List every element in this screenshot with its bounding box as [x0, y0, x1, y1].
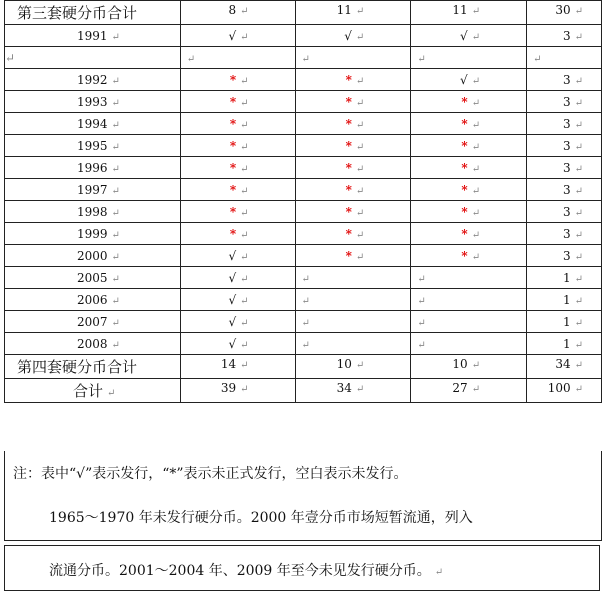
denom-3-cell: * ↵ — [411, 223, 527, 245]
year-cell: 1995 ↵ — [5, 135, 181, 157]
year-row — [5, 157, 602, 179]
not-issued-star: * — [345, 226, 352, 241]
denom-3-cell: * ↵ — [411, 113, 527, 135]
issued-check: √ — [228, 248, 237, 263]
not-issued-star: * — [461, 160, 468, 175]
not-issued-star: * — [229, 182, 237, 197]
issued-check: √ — [460, 72, 468, 87]
denom-1-cell: √ ↵ — [180, 311, 295, 333]
denom-2-cell: √ ↵ — [295, 25, 411, 47]
denom-1-cell: √ ↵ — [180, 25, 295, 47]
cell-value: 1 — [562, 292, 571, 307]
year-row — [5, 69, 602, 91]
count-cell: 3 ↵ — [527, 91, 602, 113]
issued-check: √ — [228, 336, 237, 351]
cell-value: 1 — [562, 270, 571, 285]
set3-total-row — [5, 1, 602, 25]
not-issued-star: * — [345, 72, 352, 87]
not-issued-star: * — [461, 204, 468, 219]
count-cell: 1 ↵ — [527, 311, 602, 333]
year-row — [5, 91, 602, 113]
grand-total-row-value: 39 ↵ — [180, 379, 295, 403]
year-cell: 2008 ↵ — [5, 333, 181, 355]
set3-total-2: 11 ↵ — [295, 1, 411, 25]
year-cell: 1993 ↵ — [5, 91, 181, 113]
not-issued-star: * — [229, 72, 237, 87]
count-cell: 3 ↵ — [527, 135, 602, 157]
set3-total-count: 30 ↵ — [527, 1, 602, 25]
year-row — [5, 201, 602, 223]
grand-total-row-value: 34 ↵ — [295, 379, 411, 403]
cell-value: 3 — [562, 248, 571, 263]
cell-value: 1 — [562, 336, 571, 351]
denom-3-cell: * ↵ — [411, 135, 527, 157]
year-cell: 2006 ↵ — [5, 289, 181, 311]
denom-2-cell: ↵ — [295, 333, 411, 355]
denom-1-cell: * ↵ — [180, 91, 295, 113]
issued-check: √ — [228, 28, 237, 43]
denom-1-cell: √ ↵ — [180, 333, 295, 355]
count-cell: 1 ↵ — [527, 333, 602, 355]
denom-3-cell: * ↵ — [411, 245, 527, 267]
denom-2-cell: * ↵ — [295, 223, 411, 245]
year-row — [5, 113, 602, 135]
not-issued-star: * — [461, 116, 468, 131]
count-cell: 3 ↵ — [527, 69, 602, 91]
not-issued-star: * — [345, 138, 352, 153]
denom-2-cell: ↵ — [295, 47, 411, 69]
denom-3-cell: √ ↵ — [411, 25, 527, 47]
year-cell: 1997 ↵ — [5, 179, 181, 201]
year-row — [5, 135, 602, 157]
year-row — [5, 223, 602, 245]
cell-value: 1 — [562, 314, 571, 329]
not-issued-star: * — [461, 182, 468, 197]
denom-2-cell: * ↵ — [295, 245, 411, 267]
not-issued-star: * — [345, 94, 352, 109]
issued-check: √ — [228, 314, 237, 329]
set4-total-row-value: 10 ↵ — [295, 355, 411, 379]
cell-value: 3 — [562, 138, 571, 153]
year-cell: 1996 ↵ — [5, 157, 181, 179]
set4-total-row-value: 10 ↵ — [411, 355, 527, 379]
set4-total-row-value: 14 ↵ — [180, 355, 295, 379]
notes-box-continued — [4, 545, 600, 591]
cell-value: 3 — [562, 28, 571, 43]
grand-total-row — [5, 379, 602, 403]
year-cell: 2007 ↵ — [5, 311, 181, 333]
count-cell: 3 ↵ — [527, 201, 602, 223]
year-cell: 2000 ↵ — [5, 245, 181, 267]
set3-label-cell — [5, 1, 181, 25]
cell-value: 3 — [562, 94, 571, 109]
denom-1-cell: * ↵ — [180, 201, 295, 223]
cell-value: 3 — [562, 182, 571, 197]
year-cell: 2005 ↵ — [5, 267, 181, 289]
cell-value: 3 — [562, 116, 571, 131]
issued-check: √ — [344, 28, 352, 43]
denom-1-cell: √ ↵ — [180, 289, 295, 311]
denom-1-cell: * ↵ — [180, 223, 295, 245]
denom-2-cell: * ↵ — [295, 69, 411, 91]
not-issued-star: * — [345, 204, 352, 219]
denom-2-cell: * ↵ — [295, 91, 411, 113]
not-issued-star: * — [229, 94, 237, 109]
denom-3-cell: ↵ — [411, 47, 527, 69]
cell-value: 3 — [562, 204, 571, 219]
denom-3-cell: ↵ — [411, 267, 527, 289]
not-issued-star: * — [345, 182, 352, 197]
count-cell: 1 ↵ — [527, 289, 602, 311]
grand-total-row-value: 100 ↵ — [527, 379, 602, 403]
cell-value: 3 — [562, 72, 571, 87]
not-issued-star: * — [461, 138, 468, 153]
year-row — [5, 311, 602, 333]
denom-2-cell: * ↵ — [295, 201, 411, 223]
set3-total-3: 11 ↵ — [411, 1, 527, 25]
denom-3-cell: √ ↵ — [411, 69, 527, 91]
count-cell: 3 ↵ — [527, 25, 602, 47]
not-issued-star: * — [345, 116, 352, 131]
set3-total-1: 8 ↵ — [180, 1, 295, 25]
year-row — [5, 179, 602, 201]
year-row — [5, 333, 602, 355]
denom-1-cell: * ↵ — [180, 157, 295, 179]
denom-1-cell: ↵ — [180, 47, 295, 69]
issued-check: √ — [228, 292, 237, 307]
count-cell: 3 ↵ — [527, 223, 602, 245]
not-issued-star: * — [461, 248, 468, 263]
count-cell: 1 ↵ — [527, 267, 602, 289]
year-row — [5, 25, 602, 47]
count-cell: 3 ↵ — [527, 157, 602, 179]
denom-2-cell: * ↵ — [295, 179, 411, 201]
count-cell: ↵ — [527, 47, 602, 69]
denom-3-cell: * ↵ — [411, 157, 527, 179]
note-line-1: 注：表中“√”表示发行，“*”表示未正式发行，空白表示未发行。 — [13, 466, 408, 482]
grand-total-row-value: 27 ↵ — [411, 379, 527, 403]
not-issued-star: * — [345, 248, 352, 263]
set4-label: 第四套硬分币合计 — [5, 355, 181, 379]
not-issued-star: * — [461, 226, 468, 241]
set3-label: 第三套硬分币合计 — [17, 4, 138, 22]
year-cell: 1991 ↵ — [5, 25, 181, 47]
denom-1-cell: * ↵ — [180, 179, 295, 201]
denom-1-cell: √ ↵ — [180, 245, 295, 267]
year-cell: 1994 ↵ — [5, 113, 181, 135]
issued-check: √ — [228, 270, 237, 285]
year-cell: 1998 ↵ — [5, 201, 181, 223]
denom-2-cell: * ↵ — [295, 113, 411, 135]
year-cell: 1999 ↵ — [5, 223, 181, 245]
year-row — [5, 245, 602, 267]
note-line-2: 1965～1970 年未发行硬分币。2000 年壹分币市场短暂流通，列入 — [49, 510, 473, 526]
denom-3-cell: ↵ — [411, 289, 527, 311]
not-issued-star: * — [229, 116, 237, 131]
denom-1-cell: * ↵ — [180, 135, 295, 157]
grand-total-label: 合计 ↵ — [5, 379, 181, 403]
set4-total-row-value: 34 ↵ — [527, 355, 602, 379]
count-cell: 3 ↵ — [527, 113, 602, 135]
denom-3-cell: ↵ — [411, 333, 527, 355]
denom-1-cell: * ↵ — [180, 113, 295, 135]
cell-value: 3 — [562, 226, 571, 241]
not-issued-star: * — [229, 204, 237, 219]
denom-3-cell: * ↵ — [411, 201, 527, 223]
not-issued-star: * — [345, 160, 352, 175]
year-row — [5, 47, 602, 69]
year-row — [5, 289, 602, 311]
denom-3-cell: * ↵ — [411, 91, 527, 113]
denom-3-cell: * ↵ — [411, 179, 527, 201]
cell-value: 3 — [562, 160, 571, 175]
denom-2-cell: * ↵ — [295, 157, 411, 179]
year-cell: ↵ — [5, 47, 181, 69]
denom-2-cell: * ↵ — [295, 135, 411, 157]
denom-2-cell: ↵ — [295, 267, 411, 289]
issued-check: √ — [460, 28, 468, 43]
count-cell: 3 ↵ — [527, 245, 602, 267]
count-cell: 3 ↵ — [527, 179, 602, 201]
denom-3-cell: ↵ — [411, 311, 527, 333]
not-issued-star: * — [229, 226, 237, 241]
notes-box — [4, 451, 602, 541]
not-issued-star: * — [229, 138, 237, 153]
note-line-3: 流通分币。2001～2004 年、2009 年至今未见发行硬分币。 ↵ — [49, 563, 444, 579]
denom-2-cell: ↵ — [295, 311, 411, 333]
denom-1-cell: * ↵ — [180, 69, 295, 91]
not-issued-star: * — [461, 94, 468, 109]
coin-issuance-table — [4, 0, 602, 403]
not-issued-star: * — [229, 160, 237, 175]
denom-2-cell: ↵ — [295, 289, 411, 311]
year-cell: 1992 ↵ — [5, 69, 181, 91]
year-row — [5, 267, 602, 289]
denom-1-cell: √ ↵ — [180, 267, 295, 289]
set4-total-row — [5, 355, 602, 379]
